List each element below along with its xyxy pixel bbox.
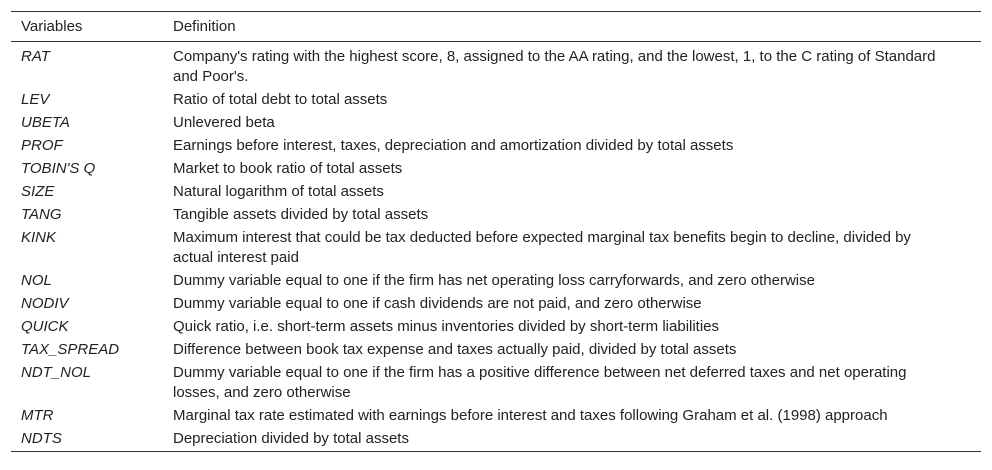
definition-cell: Marginal tax rate estimated with earnings before interest and taxes following Graham et al. (1998) approach <box>173 407 888 424</box>
variable-cell: NDTS <box>21 430 62 447</box>
table-body <box>11 42 981 452</box>
variable-cell: PROF <box>21 137 63 154</box>
variable-cell: TAX_SPREAD <box>21 341 120 358</box>
table-row <box>11 405 981 428</box>
table-row <box>11 158 981 181</box>
definition-cell: Maximum interest that could be tax deducted before expected marginal tax benefits begin to decline, divided by actual interest paid <box>173 229 911 266</box>
table-header <box>11 12 981 42</box>
variable-cell: TANG <box>21 206 62 223</box>
definition-cell: Dummy variable equal to one if the firm has net operating loss carryforwards, and zero otherwise <box>173 272 815 289</box>
definition-cell: Earnings before interest, taxes, depreciation and amortization divided by total assets <box>173 137 734 154</box>
variable-cell: NOL <box>21 272 52 289</box>
definition-cell: Depreciation divided by total assets <box>173 430 409 447</box>
table-row <box>11 270 981 293</box>
variables-table <box>11 11 981 452</box>
definition-cell: Quick ratio, i.e. short-term assets minus inventories divided by short-term liabilities <box>173 318 720 335</box>
definition-cell: Unlevered beta <box>173 114 275 131</box>
variable-cell: KINK <box>21 229 57 246</box>
table-row <box>11 339 981 362</box>
table-row <box>11 293 981 316</box>
variable-cell: LEV <box>21 91 50 108</box>
table-row <box>11 227 981 270</box>
table-row <box>11 316 981 339</box>
variable-cell: SIZE <box>21 183 55 200</box>
variable-cell: MTR <box>21 407 54 424</box>
table-row <box>11 428 981 452</box>
header-variables: Variables <box>21 18 83 35</box>
definition-cell: Ratio of total debt to total assets <box>173 91 388 108</box>
variable-cell: TOBIN'S Q <box>21 160 96 177</box>
variables-table-container <box>11 11 981 452</box>
variable-cell: NDT_NOL <box>21 364 92 381</box>
table-row <box>11 112 981 135</box>
definition-cell: Market to book ratio of total assets <box>173 160 403 177</box>
definition-cell: Tangible assets divided by total assets <box>173 206 429 223</box>
variable-cell: UBETA <box>21 114 70 131</box>
definition-cell: Difference between book tax expense and taxes actually paid, divided by total assets <box>173 341 737 358</box>
definition-cell: Company's rating with the highest score, 8, assigned to the AA rating, and the lowest, 1, to the C rating of Standard and Poor's. <box>173 48 936 85</box>
variable-cell: NODIV <box>21 295 69 312</box>
table-row <box>11 135 981 158</box>
table-row <box>11 42 981 90</box>
definition-cell: Dummy variable equal to one if cash dividends are not paid, and zero otherwise <box>173 295 702 312</box>
definition-cell: Natural logarithm of total assets <box>173 183 384 200</box>
variable-cell: RAT <box>21 48 50 65</box>
header-row <box>11 12 981 42</box>
table-row <box>11 89 981 112</box>
header-definition: Definition <box>173 18 236 35</box>
table-row <box>11 362 981 405</box>
table-row <box>11 181 981 204</box>
definition-cell: Dummy variable equal to one if the firm has a positive difference between net deferred taxes and net operating losses, and zero otherwise <box>173 364 907 401</box>
variable-cell: QUICK <box>21 318 69 335</box>
table-row <box>11 204 981 227</box>
